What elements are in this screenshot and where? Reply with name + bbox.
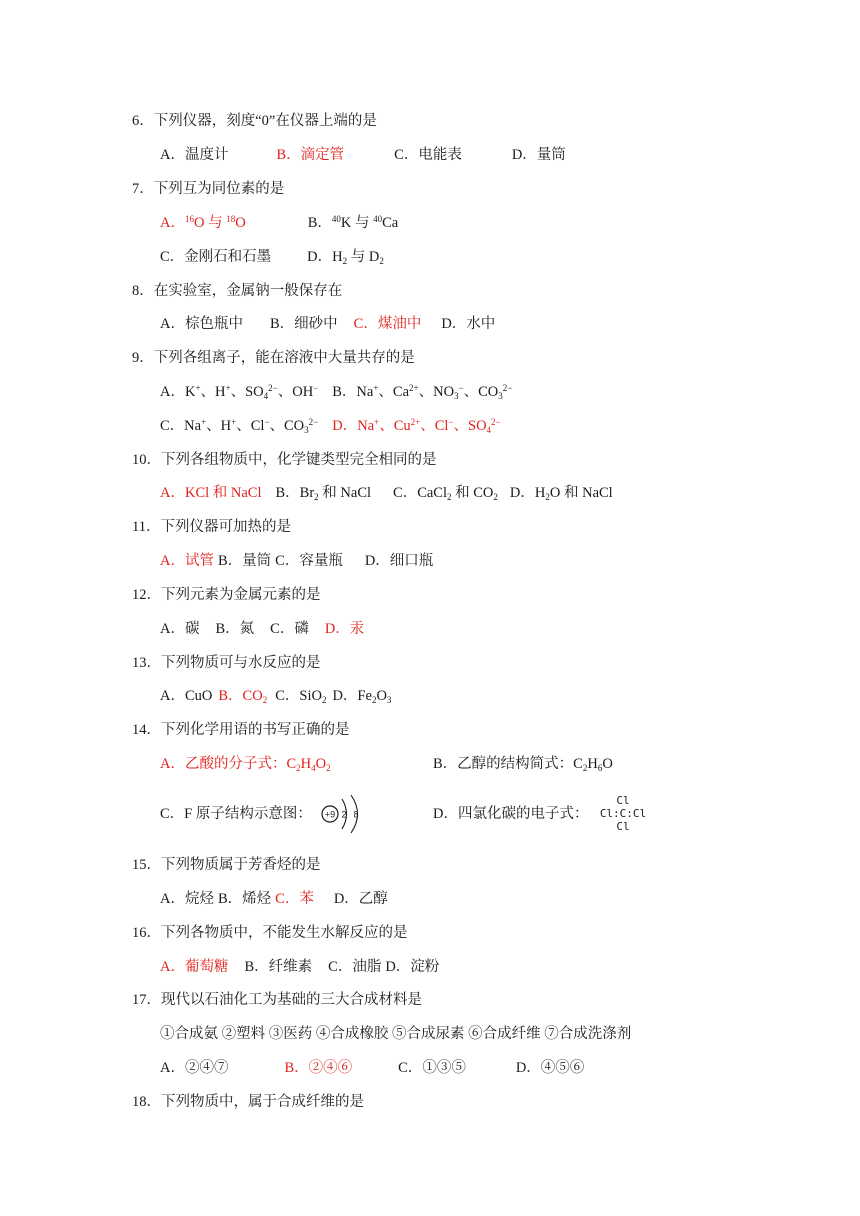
question-6-options: [160, 145, 566, 165]
question-12-stem: 12．下列元素为金属元素的是: [132, 587, 321, 603]
q12-option-b[interactable]: B．氮: [215, 621, 255, 637]
q6-option-a[interactable]: A．温度计: [160, 147, 229, 163]
q14-option-c[interactable]: C．F 原子结构示意图：: [160, 806, 312, 822]
q9-option-b[interactable]: B．Na+、$Ca^{2+}$、$NO_3^-$、$CO_3^{2-}$: [332, 383, 513, 401]
shell-1-electrons: 2: [341, 809, 347, 820]
question-11-stem: 11．下列仪器可加热的是: [132, 519, 291, 535]
q17-option-d[interactable]: D．④⑤⑥: [515, 1060, 585, 1076]
q16-option-d[interactable]: D．淀粉: [385, 959, 440, 975]
q12-option-a[interactable]: A．碳: [160, 621, 200, 637]
question-14-stem: 14．下列化学用语的书写正确的是: [132, 722, 350, 738]
q16-option-c[interactable]: C．油脂: [328, 959, 382, 975]
cl-bottom: Cl: [616, 820, 630, 833]
q7-option-d[interactable]: D．$H_2$ 与 $D_2$: [307, 249, 384, 266]
q9-option-c[interactable]: C．Na+、H+、Cl−、$CO_3^{2-}$: [160, 417, 319, 435]
q11-option-c[interactable]: C．容量瓶: [275, 553, 343, 569]
q17-option-c[interactable]: C．①③⑤: [398, 1060, 466, 1076]
question-13-options: [160, 686, 391, 706]
q15-option-a[interactable]: A．烷烃: [160, 891, 214, 907]
question-16-options: [160, 957, 439, 977]
question-10-stem: 10．下列各组物质中，化学键类型完全相同的是: [132, 452, 437, 468]
carbon-tetrachloride-electron-formula: [598, 794, 648, 833]
question-6-stem: 6．下列仪器，刻度“0”在仪器上端的是: [132, 113, 377, 129]
q8-option-d[interactable]: D．水中: [441, 316, 496, 332]
q11-option-a-answer[interactable]: A．试管: [160, 553, 214, 569]
q10-option-c[interactable]: C．CaCl$_2$ 和 $CO_2$: [393, 485, 498, 502]
question-17-options: [160, 1058, 584, 1078]
q13-option-d[interactable]: D．$Fe_2O_3$: [332, 688, 392, 705]
q13-option-b-answer[interactable]: B．$CO_2$: [218, 688, 268, 705]
cl-top: Cl: [616, 794, 630, 807]
q9-option-a[interactable]: A．K+、H+、$SO_4^{2-}$、OH−: [160, 383, 319, 401]
question-17-stem: 17．现代以石油化工为基础的三大合成材料是: [132, 992, 422, 1008]
question-7-options-row1: [160, 213, 398, 233]
q8-option-c-answer[interactable]: C．煤油中: [353, 316, 422, 332]
fluorine-atom-structure-diagram: [318, 793, 368, 835]
q8-option-b[interactable]: B．细砂中: [269, 316, 338, 332]
question-8-stem: 8．在实验室，金属钠一般保存在: [132, 283, 343, 299]
q16-option-a-answer[interactable]: A．葡萄糖: [160, 959, 229, 975]
q6-option-d[interactable]: D．量筒: [511, 147, 566, 163]
q8-option-a[interactable]: A．棕色瓶中: [160, 316, 243, 332]
q10-option-b[interactable]: B．$Br_2$ 和 NaCl: [275, 485, 372, 502]
question-9-stem: 9．下列各组离子，能在溶液中大量共存的是: [132, 350, 415, 366]
q12-option-c[interactable]: C．磷: [270, 621, 309, 637]
cl-c-cl-row: Cl:C:Cl: [599, 807, 647, 820]
q6-option-c[interactable]: C．电能表: [394, 147, 462, 163]
question-16-stem: 16．下列各物质中，不能发生水解反应的是: [132, 925, 408, 941]
question-9-options-row2: [160, 416, 501, 436]
question-15-options: [160, 889, 388, 909]
question-11-options: [160, 551, 433, 571]
q9-option-d-answer[interactable]: D．Na+、$Cu^{2+}$、Cl−、$SO_4^{2-}$: [332, 417, 501, 435]
q16-option-b[interactable]: B．纤维素: [244, 959, 313, 975]
question-18-stem: 18．下列物质中，属于合成纤维的是: [132, 1094, 364, 1110]
question-10-options: [160, 483, 613, 503]
q7-option-a-answer[interactable]: A．$^{16}$O 与 $^{18}$O: [160, 214, 246, 231]
q15-option-d[interactable]: D．乙醇: [333, 891, 388, 907]
q10-option-d[interactable]: D．$H_2O$ 和 NaCl: [509, 485, 613, 502]
question-8-options: [160, 314, 495, 334]
q6-option-b-answer[interactable]: B．滴定管: [276, 147, 345, 163]
shell-2-electrons: 8: [353, 809, 359, 820]
q11-option-d[interactable]: D．细口瓶: [364, 553, 434, 569]
q15-option-c-answer[interactable]: C．苯: [275, 891, 314, 907]
q17-option-b-answer[interactable]: B．②④⑥: [284, 1060, 353, 1076]
q7-option-b[interactable]: B．$^{40}$K 与 $^{40}$Ca: [307, 214, 399, 231]
question-12-options: [160, 619, 364, 639]
question-7-options-row2: [160, 247, 384, 267]
q13-option-c[interactable]: C．SiO$_2$: [275, 688, 327, 705]
question-7-stem: 7．下列互为同位素的是: [132, 181, 285, 197]
q15-option-b[interactable]: B．烯烃: [217, 891, 272, 907]
q11-option-b[interactable]: B．量筒: [217, 553, 272, 569]
q10-option-a-answer[interactable]: A．KCl 和 NaCl: [160, 485, 262, 501]
nucleus-charge: +9: [324, 809, 336, 820]
q14-option-b[interactable]: B．乙醇的结构简式：$C_2H_6O$: [433, 756, 613, 773]
question-9-options-row1: [160, 382, 512, 402]
question-15-stem: 15．下列物质属于芳香烃的是: [132, 857, 321, 873]
q12-option-d-answer[interactable]: D．汞: [324, 621, 365, 637]
question-13-stem: 13．下列物质可与水反应的是: [132, 655, 321, 671]
q7-option-c[interactable]: C．金刚石和石墨: [160, 249, 272, 265]
q14-option-d[interactable]: D．四氯化碳的电子式：: [433, 806, 589, 822]
question-17-items: ①合成氨 ②塑料 ③医药 ④合成橡胶 ⑤合成尿素 ⑥合成纤维 ⑦合成洗涤剂: [160, 1026, 632, 1042]
q17-option-a[interactable]: A．②④⑦: [160, 1060, 229, 1076]
q14-option-a-answer[interactable]: A．乙酸的分子式：$C_2H_4O_2$: [160, 756, 331, 773]
q13-option-a[interactable]: A．CuO: [160, 688, 213, 704]
